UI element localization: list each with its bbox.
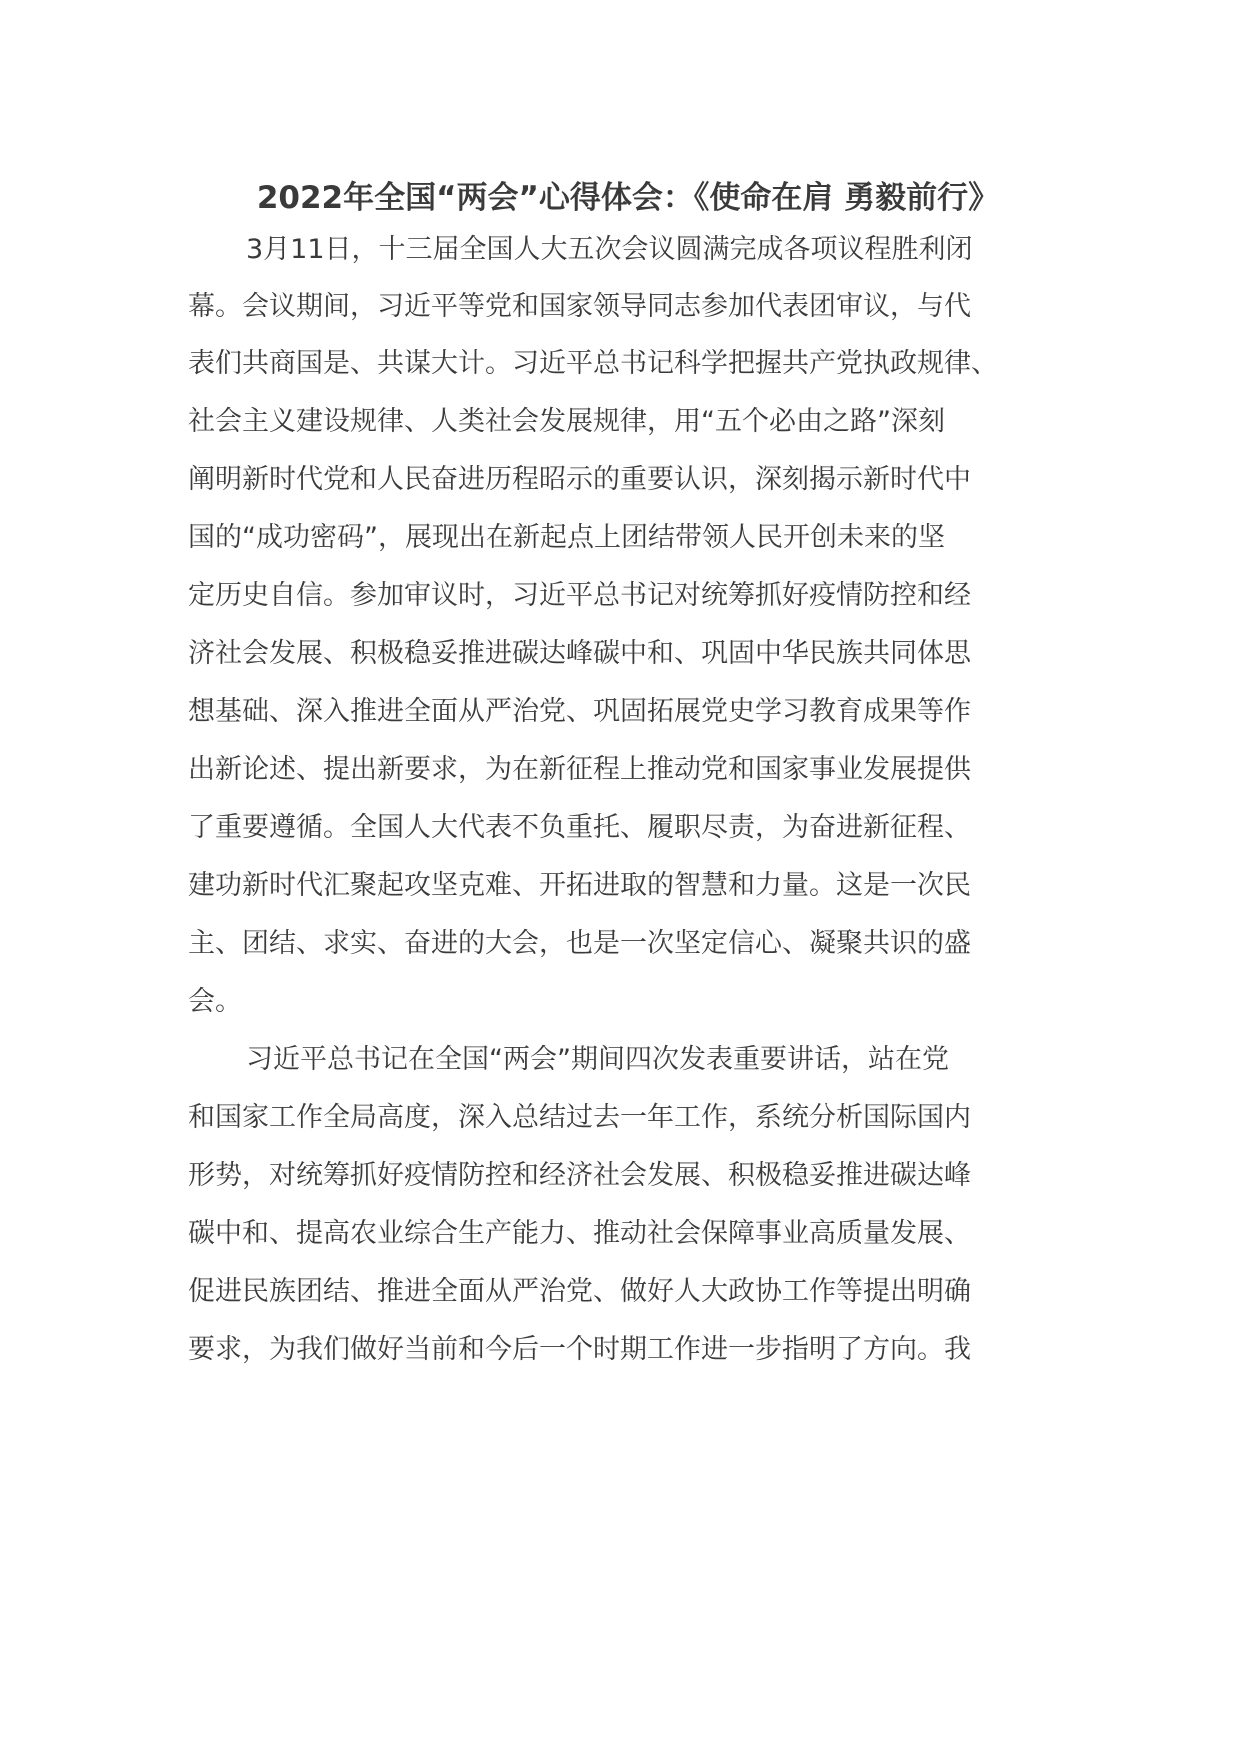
paragraph-1-line-9: 想基础、深入推进全面从严治党、巩固拓展党史学习教育成果等作	[188, 696, 971, 727]
paragraph-1-line-1: 3月11日，十三届全国人大五次会议圆满完成各项议程胜利闭	[246, 234, 973, 265]
paragraph-2-line-1: 习近平总书记在全国“两会”期间四次发表重要讲话，站在党	[246, 1044, 949, 1075]
paragraph-1-line-6: 国的“成功密码”，展现出在新起点上团结带领人民开创未来的坚	[188, 522, 945, 553]
paragraph-2-line-5: 促进民族团结、推进全面从严治党、做好人大政协工作等提出明确	[188, 1276, 971, 1307]
paragraph-1-line-4: 社会主义建设规律、人类社会发展规律，用“五个必由之路”深刻	[188, 406, 945, 437]
paragraph-2-line-2: 和国家工作全局高度，深入总结过去一年工作，系统分析国际国内	[188, 1102, 971, 1133]
paragraph-1-line-12: 建功新时代汇聚起攻坚克难、开拓进取的智慧和力量。这是一次民	[188, 870, 971, 901]
paragraph-1-line-2: 幕。会议期间，习近平等党和国家领导同志参加代表团审议，与代	[188, 291, 971, 322]
paragraph-1-line-14: 会。	[188, 986, 242, 1017]
paragraph-1-line-8: 济社会发展、积极稳妥推进碳达峰碳中和、巩固中华民族共同体思	[188, 638, 971, 669]
paragraph-2-line-3: 形势，对统筹抓好疫情防控和经济社会发展、积极稳妥推进碳达峰	[188, 1160, 971, 1191]
paragraph-1-line-10: 出新论述、提出新要求，为在新征程上推动党和国家事业发展提供	[188, 754, 971, 785]
paragraph-2-line-4: 碳中和、提高农业综合生产能力、推动社会保障事业高质量发展、	[188, 1218, 971, 1249]
paragraph-1-line-11: 了重要遵循。全国人大代表不负重托、履职尽责，为奋进新征程、	[188, 812, 971, 843]
paragraph-1-line-5: 阐明新时代党和人民奋进历程昭示的重要认识，深刻揭示新时代中	[188, 464, 971, 495]
paragraph-1-line-3: 表们共商国是、共谋大计。习近平总书记科学把握共产党执政规律、	[188, 348, 998, 379]
paragraph-1-line-7: 定历史自信。参加审议时，习近平总书记对统筹抓好疫情防控和经	[188, 580, 971, 611]
paragraph-2-line-6: 要求，为我们做好当前和今后一个时期工作进一步指明了方向。我	[188, 1334, 971, 1365]
paragraph-1-line-13: 主、团结、求实、奋进的大会，也是一次坚定信心、凝聚共识的盛	[188, 928, 971, 959]
document-title: 2022年全国“两会”心得体会：《使命在肩 勇毅前行》	[256, 180, 1000, 216]
